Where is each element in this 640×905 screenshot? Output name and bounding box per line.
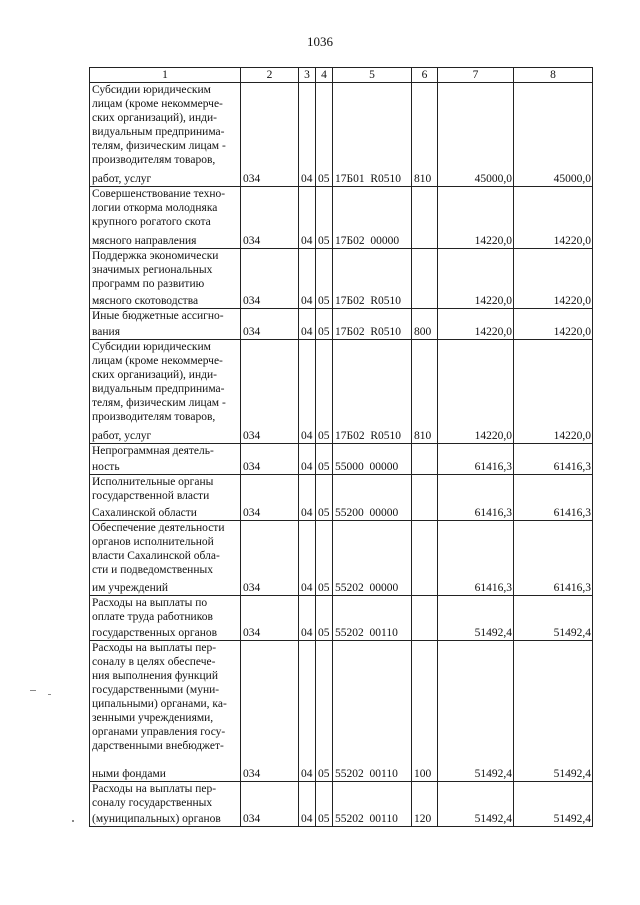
amount-cell: 45000,0 [438,83,514,187]
target-article-program: 55202 [335,582,364,594]
subsection-cell: 05 [316,641,333,782]
amount-cell: 61416,3 [438,521,514,596]
row-name-cell [90,475,241,521]
target-article-direction: R0510 [370,295,402,307]
section-cell: 04 [299,83,316,187]
target-article-cell [333,83,412,187]
row-name-line: Расходы на выплаты пер- [92,783,217,795]
target-article-program: 17Б02 [335,430,365,442]
row-name-line: Непрограммная деятель- [92,445,214,457]
amount-cell: 14220,0 [438,309,514,340]
code-cell: 034 [241,444,299,475]
table-row [90,249,593,309]
row-name-line: мясного скотоводства [92,295,199,307]
expense-type-cell [412,596,438,641]
column-header: 8 [514,68,593,83]
section-cell: 04 [299,444,316,475]
amount-cell: 45000,0 [514,83,593,187]
column-header: 3 [299,68,316,83]
expense-type-cell [412,475,438,521]
amount-cell: 51492,4 [438,596,514,641]
row-name-cell [90,309,241,340]
scan-speck [72,820,74,822]
table-row [90,475,593,521]
row-name-line: государственными (муни- [92,684,220,696]
section-cell: 04 [299,596,316,641]
column-header: 4 [316,68,333,83]
row-name-line: дарственными внебюджет- [92,740,224,752]
row-name-line: крупного рогатого скота [92,216,211,228]
scan-speck [30,690,36,691]
target-article-cell [333,309,412,340]
table-row [90,782,593,827]
row-name-line: Исполнительные органы [92,476,214,488]
amount-cell: 14220,0 [514,340,593,444]
column-header-row [90,68,593,83]
amount-cell: 14220,0 [514,187,593,249]
expense-type-cell [412,187,438,249]
amount-cell: 51492,4 [438,641,514,782]
row-name-line: производителям товаров, [92,411,216,423]
amount-cell: 51492,4 [514,596,593,641]
row-name-line: государственных органов [92,627,218,639]
row-name-line: ными фондами [92,768,166,780]
target-article-cell [333,187,412,249]
table-row [90,641,593,782]
code-cell: 034 [241,521,299,596]
section-cell: 04 [299,187,316,249]
target-article-program: 55000 [335,461,364,473]
amount-cell: 61416,3 [438,475,514,521]
expense-type-cell: 100 [412,641,438,782]
row-name-cell [90,444,241,475]
target-article-cell [333,340,412,444]
row-name-line: Поддержка экономически [92,250,219,262]
target-article-cell [333,521,412,596]
code-cell: 034 [241,309,299,340]
section-cell: 04 [299,249,316,309]
amount-cell: 14220,0 [438,249,514,309]
row-name-cell [90,83,241,187]
budget-table [89,67,593,827]
column-header: 6 [412,68,438,83]
amount-cell: 14220,0 [438,340,514,444]
column-header: 7 [438,68,514,83]
row-name-line: Обеспечение деятельности [92,522,225,534]
subsection-cell: 05 [316,782,333,827]
table-row [90,83,593,187]
target-article-cell [333,596,412,641]
target-article-program: 17Б01 [335,173,365,185]
page-number: 1036 [307,34,333,49]
subsection-cell: 05 [316,309,333,340]
subsection-cell: 05 [316,340,333,444]
target-article-program: 17Б02 [335,326,365,338]
row-name-line: видуальным предпринима- [92,126,225,138]
subsection-cell: 05 [316,521,333,596]
row-name-line: Расходы на выплаты по [92,597,208,609]
code-cell: 034 [241,641,299,782]
row-name-line: работ, услуг [92,173,152,185]
amount-cell: 61416,3 [514,475,593,521]
row-name-line: ность [92,461,120,473]
target-article-direction: 00000 [369,461,399,473]
target-article-cell [333,475,412,521]
row-name-cell [90,596,241,641]
row-name-line: программ по развитию [92,278,205,290]
target-article-cell [333,249,412,309]
row-name-cell [90,521,241,596]
code-cell: 034 [241,249,299,309]
row-name-line: зенными учреждениями, [92,712,214,724]
row-name-line: телям, физическим лицам - [92,140,226,152]
row-name-line: власти Сахалинской обла- [92,550,220,562]
row-name-line: Субсидии юридическим [92,84,211,96]
amount-cell: 14220,0 [438,187,514,249]
code-cell: 034 [241,340,299,444]
row-name-line: мясного направления [92,235,197,247]
table-row [90,596,593,641]
row-name-line: вания [92,326,120,338]
expense-type-cell [412,521,438,596]
column-header: 2 [241,68,299,83]
amount-cell: 51492,4 [514,782,593,827]
target-article-direction: R0510 [370,430,402,442]
target-article-program: 17Б02 [335,295,365,307]
row-name-line: ципальными) органами, ка- [92,698,227,710]
section-cell: 04 [299,782,316,827]
row-name-line: им учреждений [92,582,169,594]
target-article-program: 55202 [335,768,364,780]
code-cell: 034 [241,83,299,187]
row-name-line: Расходы на выплаты пер- [92,642,217,654]
target-article-direction: 00000 [369,582,399,594]
target-article-cell [333,782,412,827]
expense-type-cell: 810 [412,83,438,187]
column-header: 1 [90,68,241,83]
scan-speck [48,694,51,695]
row-name-cell [90,641,241,782]
row-name-line: ских организаций), инди- [92,369,217,381]
table-row [90,309,593,340]
row-name-line: видуальным предпринима- [92,383,225,395]
row-name-line: соналу государственных [92,797,213,809]
amount-cell: 61416,3 [514,444,593,475]
subsection-cell: 05 [316,187,333,249]
expense-type-cell: 810 [412,340,438,444]
target-article-program: 55200 [335,507,364,519]
subsection-cell: 05 [316,596,333,641]
target-article-direction: 00110 [369,627,398,639]
expense-type-cell [412,444,438,475]
row-name-line: сти и подведомственных [92,564,213,576]
row-name-cell [90,187,241,249]
row-name-cell [90,340,241,444]
row-name-line: соналу в целях обеспече- [92,656,216,668]
amount-cell: 51492,4 [438,782,514,827]
section-cell: 04 [299,309,316,340]
target-article-direction: R0510 [370,326,402,338]
target-article-cell [333,444,412,475]
row-name-cell [90,249,241,309]
subsection-cell: 05 [316,444,333,475]
code-cell: 034 [241,596,299,641]
target-article-direction: R0510 [370,173,402,185]
row-name-line: Иные бюджетные ассигно- [92,310,224,322]
subsection-cell: 05 [316,249,333,309]
table-row [90,187,593,249]
column-header: 5 [333,68,412,83]
row-name-line: лицам (кроме некоммерче- [92,355,223,367]
row-name-line: Субсидии юридическим [92,341,211,353]
code-cell: 034 [241,782,299,827]
code-cell: 034 [241,475,299,521]
section-cell: 04 [299,475,316,521]
row-name-line: Сахалинской области [92,507,197,519]
row-name-line: государственной власти [92,490,210,502]
row-name-line: (муниципальных) органов [92,813,221,825]
row-name-cell [90,782,241,827]
subsection-cell: 05 [316,83,333,187]
row-name-line: органов исполнительной [92,536,214,548]
target-article-program: 55202 [335,627,364,639]
target-article-direction: 00110 [369,813,398,825]
amount-cell: 51492,4 [514,641,593,782]
target-article-direction: 00000 [370,235,400,247]
row-name-line: логии откорма молодняка [92,202,218,214]
subsection-cell: 05 [316,475,333,521]
section-cell: 04 [299,340,316,444]
expense-type-cell: 800 [412,309,438,340]
expense-type-cell [412,249,438,309]
target-article-direction: 00110 [369,768,398,780]
table-row [90,521,593,596]
section-cell: 04 [299,641,316,782]
section-cell: 04 [299,521,316,596]
target-article-program: 17Б02 [335,235,365,247]
table-row [90,340,593,444]
row-name-line: производителям товаров, [92,154,216,166]
code-cell: 034 [241,187,299,249]
row-name-line: работ, услуг [92,430,152,442]
amount-cell: 14220,0 [514,249,593,309]
target-article-program: 55202 [335,813,364,825]
amount-cell: 61416,3 [514,521,593,596]
row-name-line: Совершенствование техно- [92,188,226,200]
row-name-line: органами управления госу- [92,726,226,738]
expense-type-cell: 120 [412,782,438,827]
table-row [90,444,593,475]
target-article-direction: 00000 [369,507,399,519]
amount-cell: 61416,3 [438,444,514,475]
row-name-line: телям, физическим лицам - [92,397,226,409]
row-name-line: ских организаций), инди- [92,112,217,124]
row-name-line: ния выполнения функций [92,670,218,682]
target-article-cell [333,641,412,782]
row-name-line: лицам (кроме некоммерче- [92,98,223,110]
row-name-line: оплате труда работников [92,611,213,623]
row-name-line: значимых региональных [92,264,213,276]
amount-cell: 14220,0 [514,309,593,340]
